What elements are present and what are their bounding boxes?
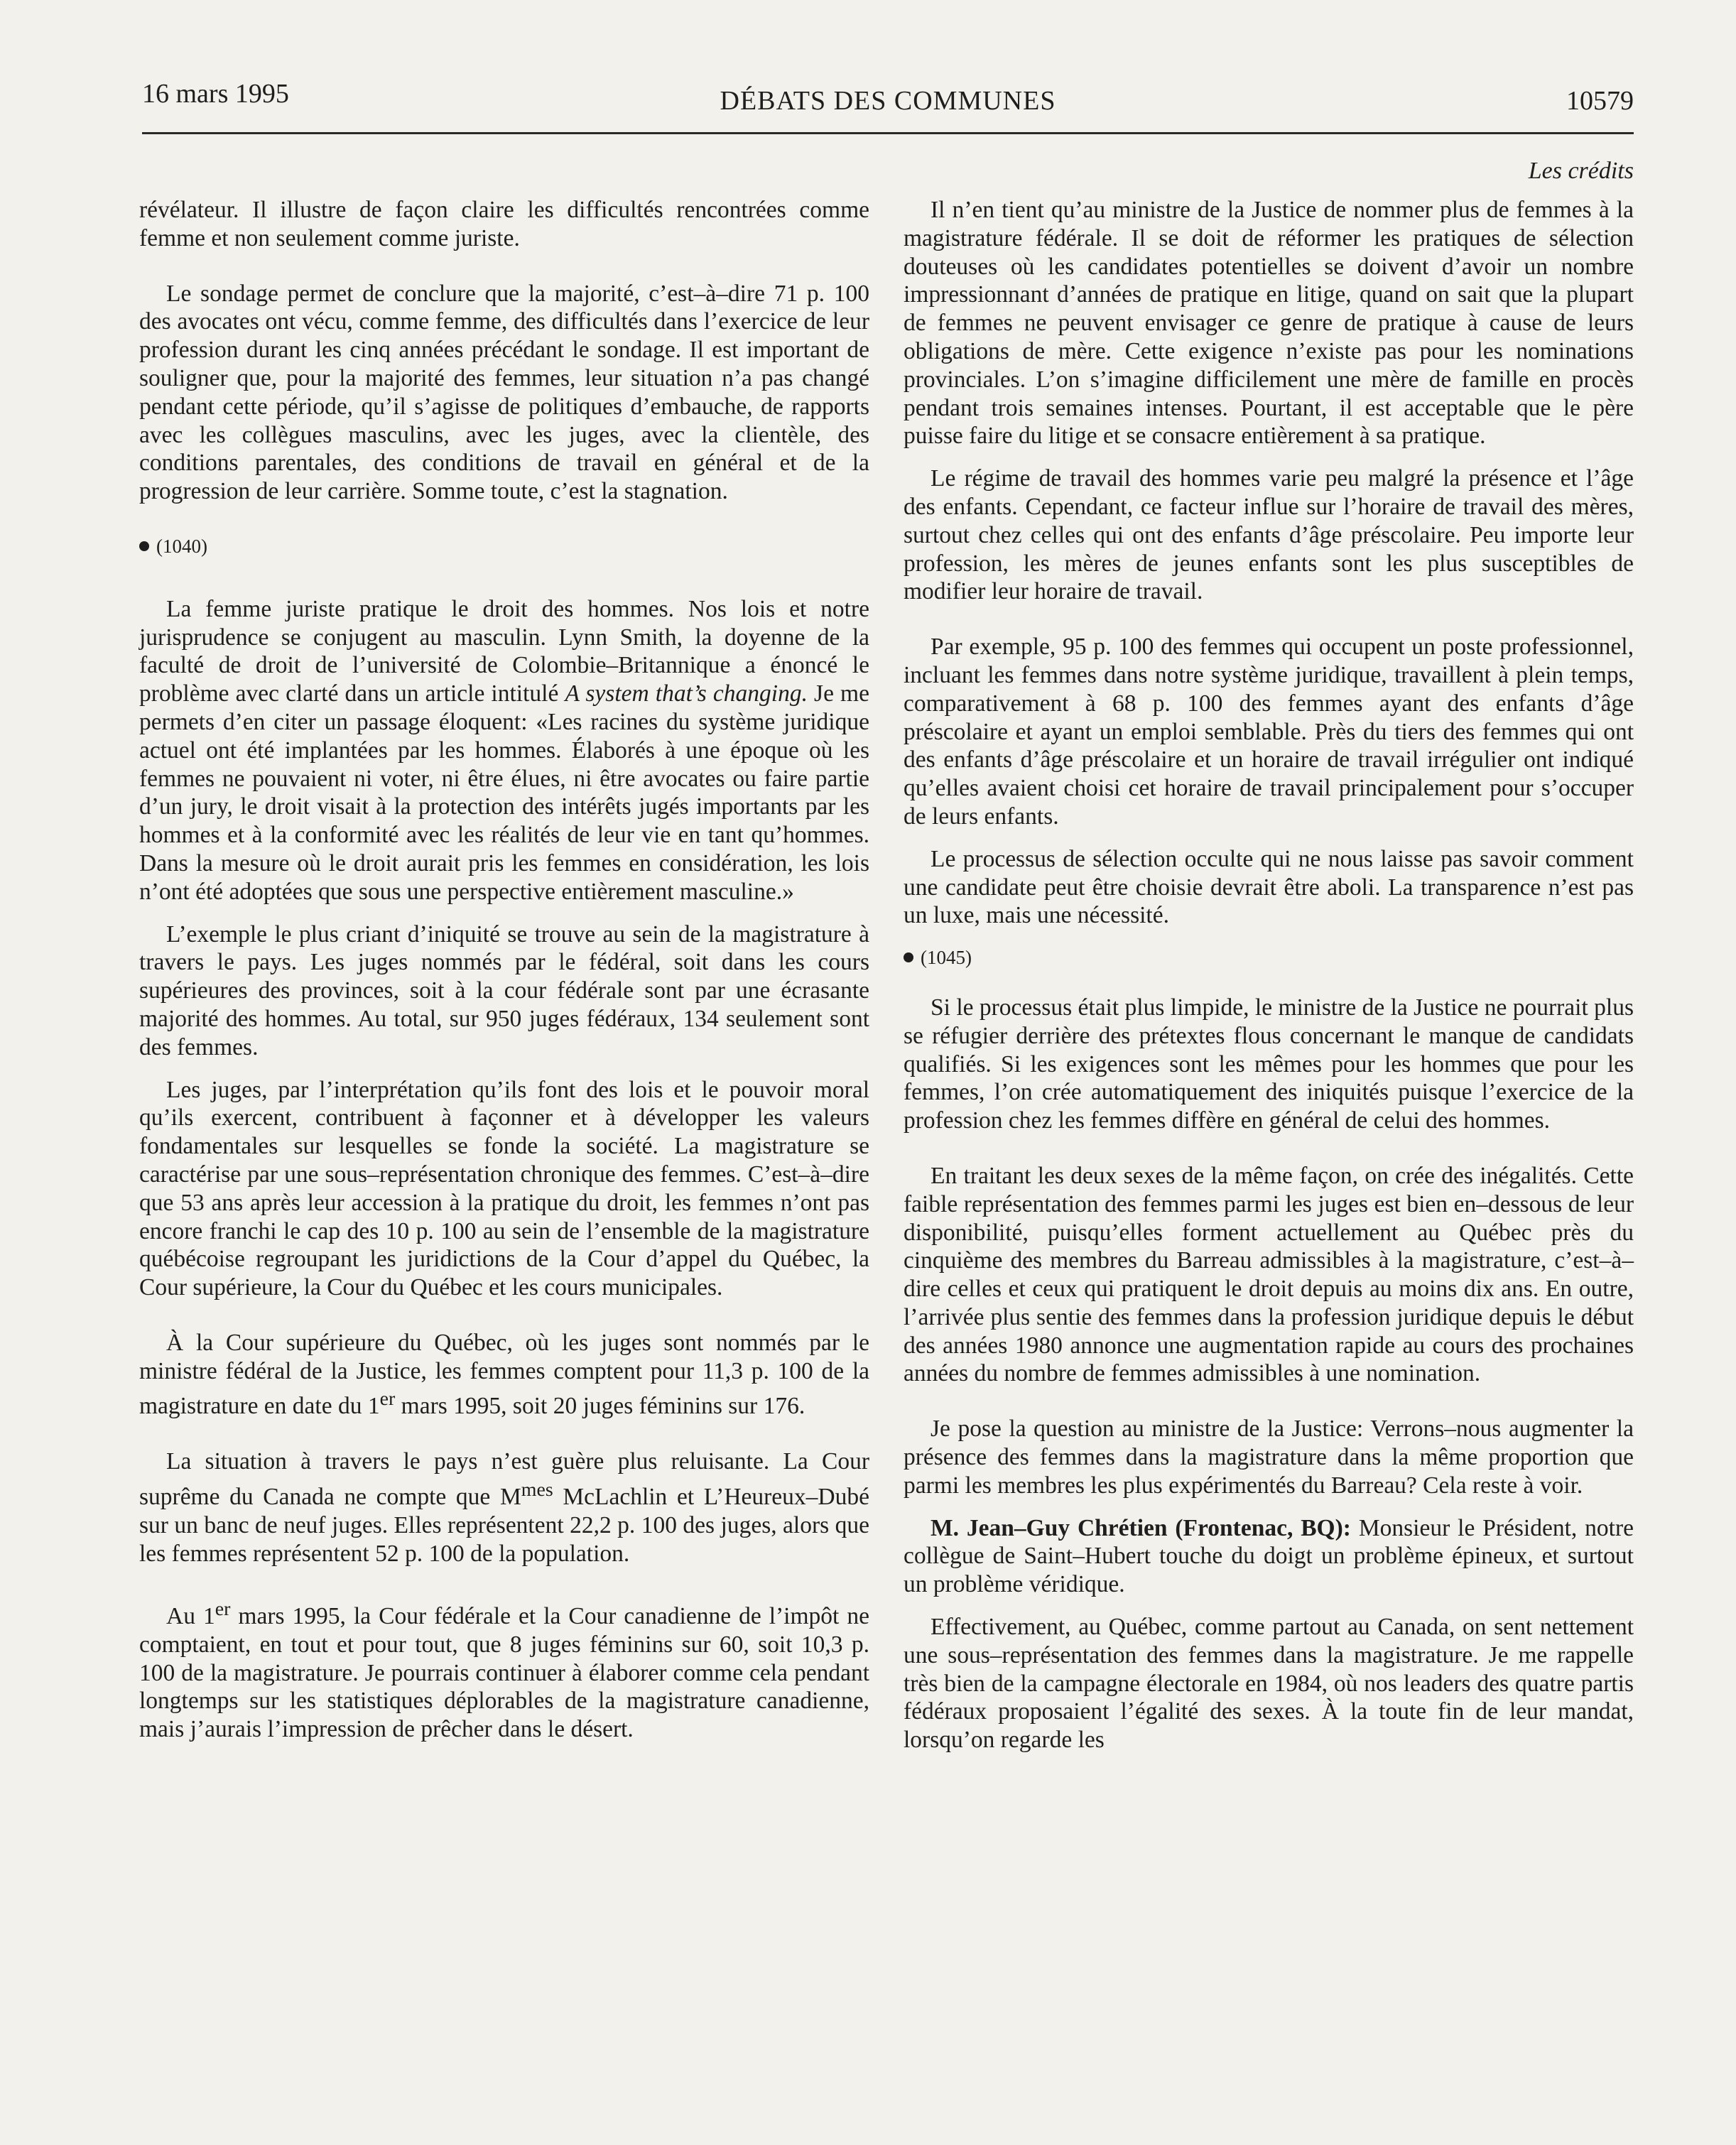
paragraph: Par exemple, 95 p. 100 des femmes qui occupent un poste professionnel, incluant les femmes dans notre système juridique, travaillent à plein temps, comparativement à 68 p. 100 des femmes ayant des enfants d’âge préscolaire et ayant un emploi semblable. Près du tiers des femmes qui ont des enfants d’âge préscolaire et un horaire de travail irrégulier ont indiqué qu’elles avaient choisi cet horaire de travail principalement pour s’occuper de leurs enfants. [904, 634, 1634, 830]
paragraph-text: Monsieur le Président, notre collègue de Saint–Hubert touche du doigt un problème épineux, et surtout un problème véridique. [904, 1514, 1634, 1598]
article-title: A system that’s changing. [565, 680, 808, 707]
header-page-number: 10579 [1566, 86, 1634, 116]
section-label: Les crédits [1528, 158, 1634, 184]
paragraph-text: Je me permets d’en citer un passage éloquent: «Les racines du système juridique actuel ont été implantées par les hommes. Élaborés à une époque où les femmes ne pouvaient ni voter, ni être élues, ni être avocates ou faire partie d’un jury, le droit visait à la protection des intérêts jugés importants par les hommes et à la conformité avec les réalités de leur vie en tant qu’hommes. Dans la mesure où le droit aurait pris les femmes en considération, les lois n’ont été adoptées que sous une perspective entièrement masculine.» [139, 680, 869, 905]
paragraph: L’exemple le plus criant d’iniquité se trouve au sein de la magistrature à travers le pays. Les juges nommés par le fédéral, soit dans les cours supérieures des provinces, soit à la cour fédérale sont par une écrasante majorité des hommes. Au total, sur 950 juges fédéraux, 134 seulement sont des femmes. [139, 921, 869, 1060]
paragraph [139, 1329, 869, 1421]
header-date: 16 mars 1995 [142, 79, 289, 109]
paragraph-text: La femme juriste pratique le droit des hommes. Nos lois et notre jurisprudence se conjugent au masculin. Lynn Smith, la doyenne de la faculté de droit de l’université de Colombie–Britannique a énoncé le problème avec clarté dans un article intitulé [139, 595, 869, 707]
bullet-icon [139, 541, 149, 551]
page-header [142, 78, 1634, 131]
time-marker [139, 533, 869, 561]
paragraph-text: mars 1995, la Cour fédérale et la Cour canadienne de l’impôt ne comptaient, en tout et pour tout, que 8 juges féminins sur 60, soit 10,3 p. 100 de la magistrature. Je pourrais continuer à élaborer comme cela pendant longtemps sur les statistiques déplorables de la magistrature canadienne, mais j’aurais l’impression de prêcher dans le désert. [139, 1602, 869, 1743]
bullet-icon [904, 952, 913, 962]
time-marker-text: (1045) [921, 947, 972, 969]
superscript: mes [521, 1479, 553, 1502]
header-rule [142, 132, 1634, 134]
superscript: er [379, 1388, 396, 1411]
paragraph: Le processus de sélection occulte qui ne nous laisse pas savoir comment une candidate peut être choisie devrait être aboli. La transparence n’est pas un luxe, mais une nécessité. [904, 845, 1634, 929]
paragraph-text: À la Cour supérieure du Québec, où les juges sont nommés par le ministre fédéral de la Justice, les femmes comptent pour 11,3 p. 100 de la magistrature en date du 1 [139, 1329, 869, 1420]
time-marker-text: (1040) [156, 535, 207, 557]
paragraph-text: La situation à travers le pays n’est guère plus reluisante. La Cour suprême du Canada ne compte que M [139, 1448, 869, 1511]
paragraph [904, 1514, 1634, 1599]
paragraph: Il n’en tient qu’au ministre de la Justice de nommer plus de femmes à la magistrature fédérale. Il se doit de réformer les pratiques de sélection douteuses où les candidates potentielles se doivent d’avoir un nombre impressionnant d’années de pratique en litige, quand on sait que la plupart de femmes ne peuvent envisager ce genre de pratique à cause de leurs obligations de mère. Cette exigence n’existe pas pour les nominations provinciales. L’on s’imagine difficilement une mère de famille en procès pendant trois semaines intenses. Pourtant, il est acceptable que le père puisse faire du litige et se consacre entièrement à sa pratique. [904, 197, 1634, 450]
paragraph-text: McLachlin et L’Heureux–Dubé sur un banc de neuf juges. Elles représentent 22,2 p. 100 des juges, alors que les femmes représentent 52 p. 100 de la population. [139, 1484, 869, 1567]
paragraph: Les juges, par l’interprétation qu’ils font des lois et le pouvoir moral qu’ils exercent, contribuent à façonner et à développer les valeurs fondamentales sur lesquelles se fonde la société. La magistrature se caractérise par une sous–représentation chronique des femmes. C’est–à–dire que 53 ans après leur accession à la pratique du droit, les femmes n’ont pas encore franchi le cap des 10 p. 100 au sein de l’ensemble de la magistrature québécoise regroupant les juridictions de la Cour d’appel du Québec, la Cour supérieure, la Cour du Québec et les cours municipales. [139, 1076, 869, 1301]
left-column [139, 196, 869, 1771]
header-title: DÉBATS DES COMMUNES [720, 86, 1056, 116]
paragraph: Le sondage permet de conclure que la majorité, c’est–à–dire 71 p. 100 des avocates ont vécu, comme femme, des difficultés dans l’exercice de leur profession durant les cinq années précédant le sondage. Il est important de souligner que, pour la majorité des femmes, leur situation n’a pas changé pendant cette période, qu’il s’agisse de politiques d’embauche, de rapports avec les collègues masculins, avec les juges, avec la clientèle, des conditions parentales, des conditions de travail en général et de la progression de leur carrière. Somme toute, c’est la stagnation. [139, 280, 869, 505]
paragraph: Le régime de travail des hommes varie peu malgré la présence et l’âge des enfants. Cependant, ce facteur influe sur l’horaire de travail des mères, surtout chez celles qui ont des enfants d’âge préscolaire. Peu importe leur profession, les mères de jeunes enfants sont les plus susceptibles de modifier leur horaire de travail. [904, 465, 1634, 605]
paragraph [139, 1448, 869, 1568]
superscript: er [215, 1597, 231, 1620]
paragraph [139, 1595, 869, 1744]
paragraph: Si le processus était plus limpide, le ministre de la Justice ne pourrait plus se réfugier derrière des prétextes flous concernant le manque de candidats qualifiés. Si les exigences sont les mêmes pour les hommes que pour les femmes, l’on crée automatiquement des iniquités puisque l’exercice de la profession chez les femmes diffère en général de celui des hommes. [904, 994, 1634, 1134]
paragraph [139, 595, 869, 906]
paragraph: En traitant les deux sexes de la même façon, on crée des inégalités. Cette faible représentation des femmes parmi les juges est bien en–dessous de leur disponibilité, puisqu’elles forment actuellement au Québec près du cinquième des membres du Barreau admissibles à la magistrature, c’est–à–dire celles et ceux qui pratiquent le droit depuis au moins dix ans. En outre, l’arrivée plus sentie des femmes dans la profession juridique depuis le début des années 1980 annonce une augmentation rapide au cours des prochaines années du nombre de femmes admissibles à une nomination. [904, 1162, 1634, 1387]
paragraph-text: mars 1995, soit 20 juges féminins sur 176. [395, 1393, 805, 1420]
right-column [904, 196, 1634, 1781]
time-marker [904, 944, 1634, 972]
speaker-name: M. Jean–Guy Chrétien (Frontenac, BQ): [931, 1514, 1351, 1541]
paragraph: Effectivement, au Québec, comme partout au Canada, on sent nettement une sous–représentation des femmes dans la magistrature. Je me rappelle très bien de la campagne électorale en 1984, où nos leaders des quatre partis fédéraux proposaient l’égalité des sexes. À la toute fin de leur mandat, lorsqu’on regarde les [904, 1614, 1634, 1754]
paragraph: révélateur. Il illustre de façon claire les difficultés rencontrées comme femme et non seulement comme juriste. [139, 197, 869, 251]
paragraph-text: Au 1 [166, 1602, 215, 1629]
paragraph: Je pose la question au ministre de la Justice: Verrons–nous augmenter la présence des femmes dans la magistrature dans la même proportion que parmi les membres les plus expérimentés du Barreau? Cela reste à voir. [904, 1416, 1634, 1499]
